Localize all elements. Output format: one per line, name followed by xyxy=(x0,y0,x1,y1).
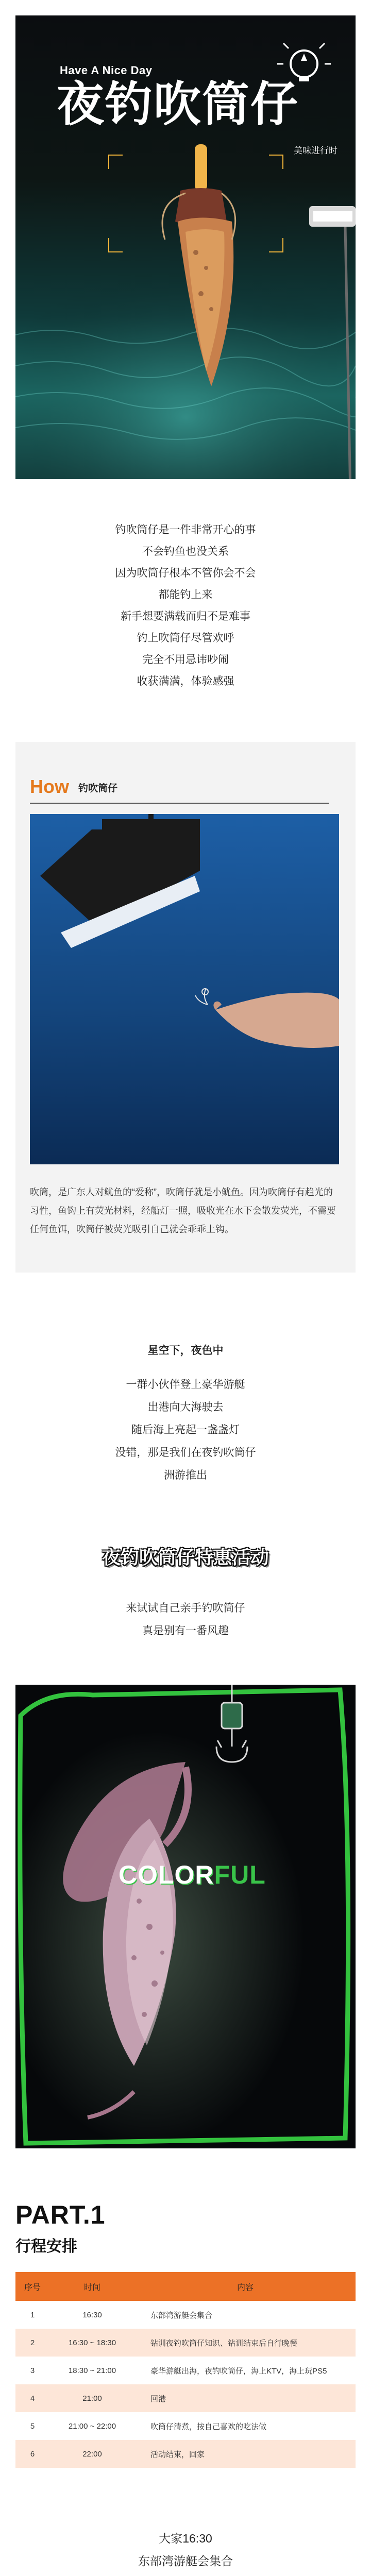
hero-banner xyxy=(15,15,356,479)
cell-time: 21:00 ~ 22:00 xyxy=(49,2412,135,2440)
schedule-header-row xyxy=(15,2272,356,2301)
cell-no: 5 xyxy=(15,2412,49,2440)
colorful-caption xyxy=(119,1860,266,1890)
schedule-table xyxy=(15,2272,356,2468)
how-heading: How xyxy=(30,776,69,797)
cell-time: 16:30 ~ 18:30 xyxy=(49,2329,135,2357)
intro-line: 钓上吹筒仔尽管欢呼 xyxy=(137,632,234,644)
meeting-info xyxy=(0,2527,371,2572)
cell-no: 2 xyxy=(15,2329,49,2357)
cta-line: 来试试自己亲手钓吹筒仔 xyxy=(126,1602,245,1614)
meeting-line: 大家16:30 xyxy=(159,2532,212,2545)
how-heading-row xyxy=(30,776,117,798)
hero-subtitle: 美味进行时 xyxy=(294,146,338,156)
cell-time: 22:00 xyxy=(49,2440,135,2468)
cell-no: 6 xyxy=(15,2440,49,2468)
table-row xyxy=(15,2440,356,2468)
cell-content: 钻训夜钓吹筒仔知识、钻训结束后自行晚餐 xyxy=(135,2329,356,2357)
table-row xyxy=(15,2412,356,2440)
intro-poem xyxy=(0,519,371,692)
hero-tagline: Have A Nice Day xyxy=(60,64,153,77)
cell-time: 16:30 xyxy=(49,2301,135,2329)
how-description: 吹筒，是广东人对鱿鱼的“爱称”，吹筒仔就是小鱿鱼。因为吹筒仔有趋光的习性，鱼钩上有荧光材料，经船灯一照，吸收光在水下会散发荧光，不需要任何鱼饵，吹筒仔被荧光吸引自己就会乖乖上钩。 xyxy=(30,1187,336,1234)
table-row xyxy=(15,2357,356,2384)
table-row xyxy=(15,2301,356,2329)
cell-content: 东部湾游艇会集合 xyxy=(135,2301,356,2329)
cell-no: 4 xyxy=(15,2384,49,2412)
hero-title: 夜钓吹筒仔 xyxy=(57,76,299,132)
squid-photo xyxy=(15,1685,356,2148)
spacer xyxy=(0,1362,371,1374)
how-subheading: 钓吹筒仔 xyxy=(78,783,118,794)
intro-line: 收获满满，体验感强 xyxy=(137,675,234,687)
fishing-lamp-photo xyxy=(30,814,339,1164)
intro-line: 都能钓上来 xyxy=(158,589,213,601)
intro-line: 完全不用忌讳吵闹 xyxy=(142,654,229,666)
night-line: 洲游推出 xyxy=(164,1469,207,1481)
squid-photo-illustration xyxy=(15,1685,356,2148)
header-time: 时间 xyxy=(49,2272,135,2301)
night-line: 随后海上亮起一盏盏灯 xyxy=(131,1424,240,1436)
night-headline: 星空下，夜色中 xyxy=(147,1345,224,1357)
cell-content: 豪华游艇出海，夜钓吹筒仔，海上KTV，海上玩PS5 xyxy=(135,2357,356,2384)
cell-time: 18:30 ~ 21:00 xyxy=(49,2357,135,2384)
event-title: 夜钓吹筒仔特惠活动 xyxy=(102,1547,269,1568)
cell-content: 活动结束，回家 xyxy=(135,2440,356,2468)
table-row xyxy=(15,2384,356,2412)
header-content: 内容 xyxy=(135,2272,356,2301)
cell-no: 3 xyxy=(15,2357,49,2384)
part1-subtitle: 行程安排 xyxy=(15,2238,77,2255)
how-divider xyxy=(30,803,329,804)
intro-line: 钓吹筒仔是一件非常开心的事 xyxy=(115,524,256,536)
header-no: 序号 xyxy=(15,2272,49,2301)
cell-content: 吹筒仔清煮，按自己喜欢的吃法做 xyxy=(135,2412,356,2440)
colorful-caption-part1: COLOR xyxy=(119,1860,214,1889)
cell-time: 21:00 xyxy=(49,2384,135,2412)
night-line: 没错，那是我们在夜钓吹筒仔 xyxy=(115,1447,256,1459)
table-row xyxy=(15,2329,356,2357)
colorful-caption-part2: FUL xyxy=(214,1860,266,1889)
cta-text xyxy=(0,1597,371,1642)
intro-line: 新手想要满载而归不是难事 xyxy=(121,611,250,622)
cell-content: 回港 xyxy=(135,2384,356,2412)
meeting-line: 东部湾游艇会集合 xyxy=(138,2554,233,2568)
intro-line: 不会钓鱼也没关系 xyxy=(142,546,229,557)
cell-no: 1 xyxy=(15,2301,49,2329)
lightbulb-icon xyxy=(273,38,335,95)
night-intro xyxy=(0,1340,371,1487)
intro-line: 因为吹筒仔根本不管你会不会 xyxy=(115,567,256,579)
night-line: 一群小伙伴登上豪华游艇 xyxy=(126,1379,245,1391)
how-section xyxy=(15,742,356,1273)
boat-lamp-illustration xyxy=(289,185,356,479)
cta-line: 真是别有一番风趣 xyxy=(142,1625,229,1637)
night-line: 出港向大海驶去 xyxy=(147,1401,224,1413)
part1-title: PART.1 xyxy=(15,2200,106,2229)
squid-on-jig-illustration xyxy=(129,144,283,412)
